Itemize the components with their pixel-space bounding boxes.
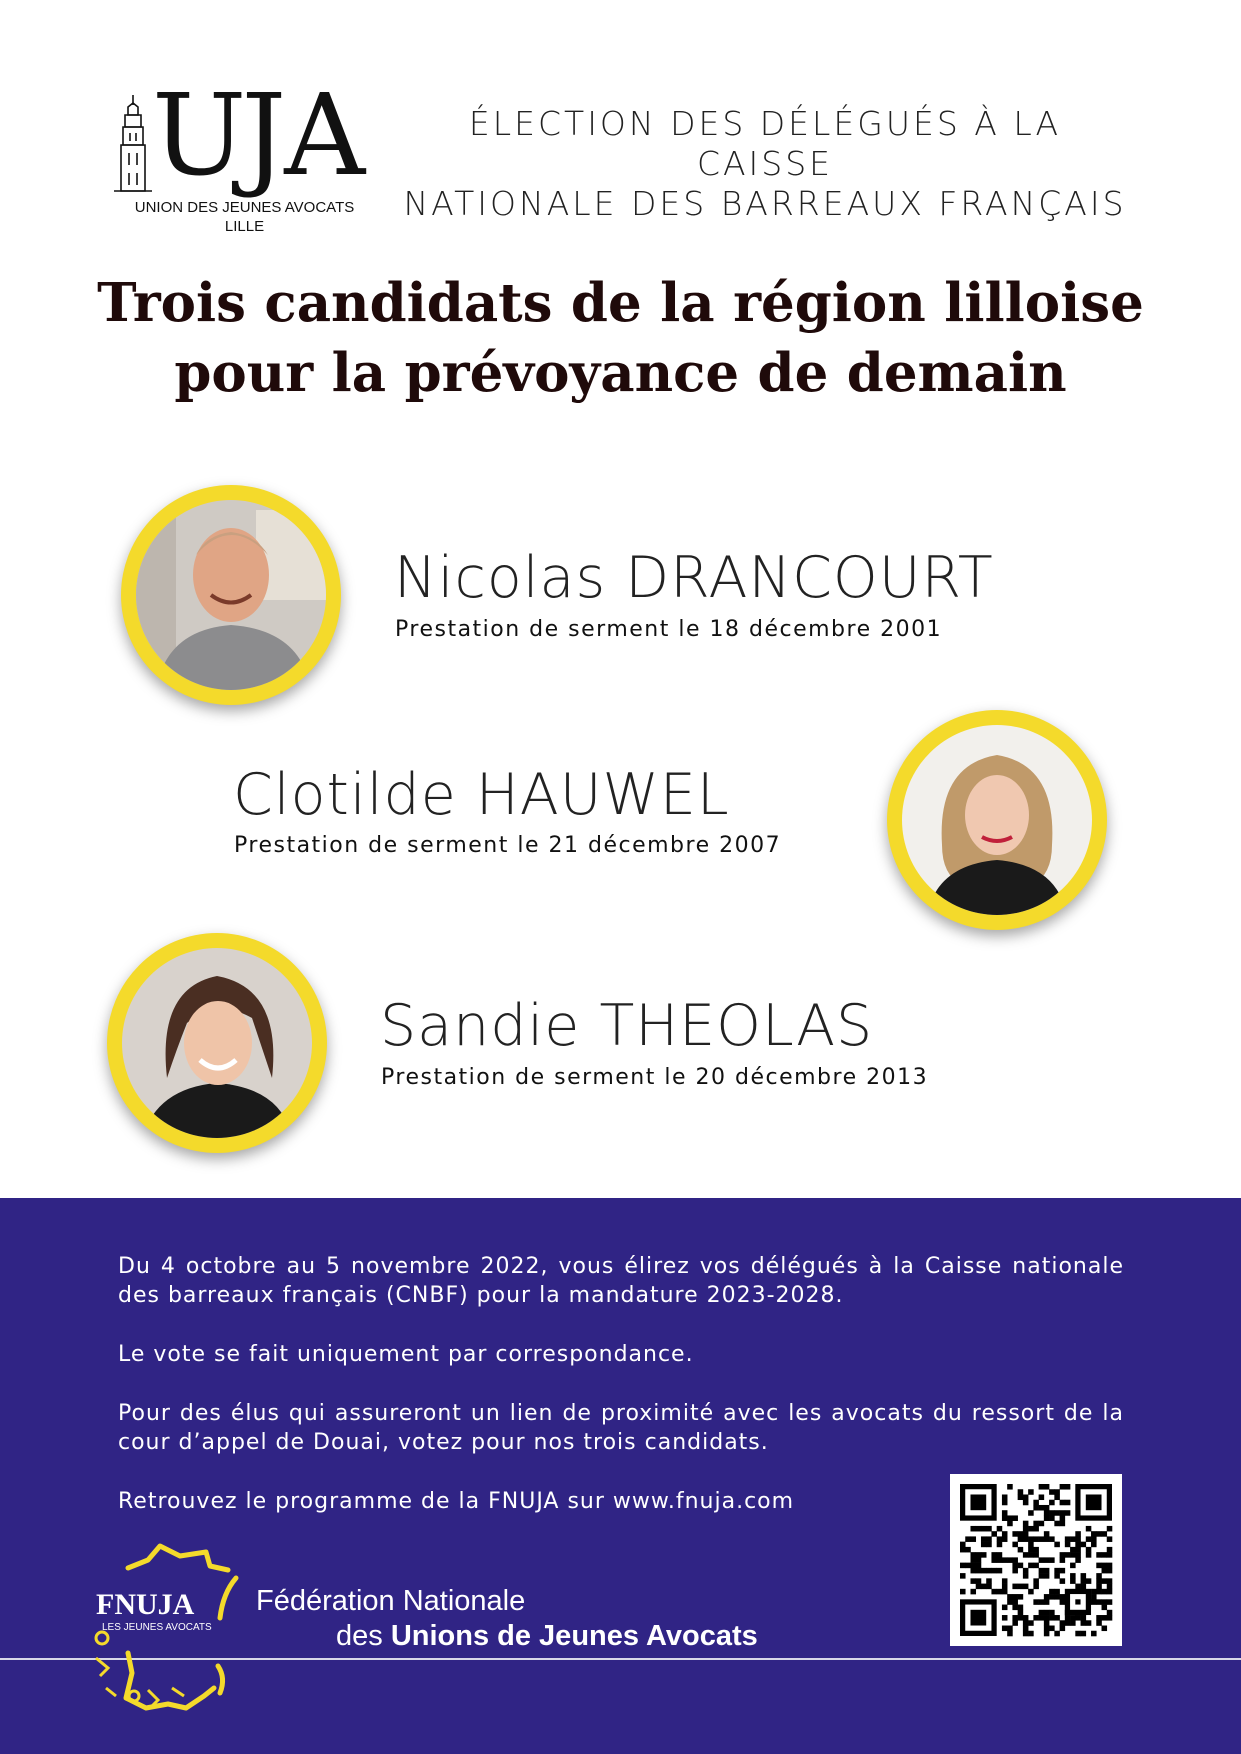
info-paragraph-2: Le vote se fait uniquement par correspondance.: [118, 1342, 694, 1367]
federation-line-2-bold: Unions de Jeunes Avocats: [390, 1620, 758, 1652]
election-heading: [400, 104, 1130, 224]
fnuja-logo: [88, 1538, 248, 1718]
candidate-name-3: Sandie THEOLAS: [380, 993, 874, 1059]
candidate-photo-clotilde: [887, 710, 1107, 930]
info-paragraph-1: Du 4 octobre au 5 novembre 2022, vous élirez vos délégués à la Caisse nationale des barreaux français (CNBF) pour la mandature 2023-2028.: [118, 1254, 1124, 1308]
uja-subtitle-line1: UNION DES JEUNES AVOCATS: [134, 199, 355, 216]
fnuja-tagline: LES JEUNES AVOCATS: [102, 1622, 212, 1633]
federation-line-2-prefix: des: [336, 1620, 391, 1652]
candidate-subtitle-3: Prestation de serment le 20 décembre 2013: [381, 1065, 929, 1090]
uja-subtitle-line2: LILLE: [224, 218, 265, 235]
avatar: [136, 500, 326, 690]
page-title: [60, 268, 1181, 408]
page-title-line-2: pour la prévoyance de demain: [174, 342, 1067, 404]
page-title-line-1: Trois candidats de la région lilloise: [97, 272, 1144, 334]
election-line-1: ÉLECTION DES DÉLÉGUÉS À LA CAISSE: [468, 104, 1062, 183]
uja-logo: [112, 71, 377, 238]
federation-line-2: [336, 1619, 758, 1653]
candidate-photo-nicolas: [121, 485, 341, 705]
qr-code-icon: [950, 1474, 1122, 1646]
candidate-name-2: Clotilde HAUWEL: [233, 762, 730, 828]
fnuja-wordmark: FNUJA: [96, 1588, 195, 1621]
info-paragraph-4: Retrouvez le programme de la FNUJA sur www.fnuja.com: [118, 1489, 795, 1514]
info-paragraph-3: Pour des élus qui assureront un lien de proximité avec les avocats du ressort de la cour d’appel de Douai, votez pour nos trois candidats.: [118, 1401, 1124, 1455]
candidate-photo-sandie: [107, 933, 327, 1153]
avatar: [902, 725, 1092, 915]
belfry-icon: [112, 93, 154, 193]
candidate-subtitle-2: Prestation de serment le 21 décembre 2007: [234, 833, 782, 858]
candidate-name-1: Nicolas DRANCOURT: [394, 545, 994, 611]
uja-letters: UJA: [152, 71, 364, 201]
candidate-subtitle-1: Prestation de serment le 18 décembre 2001: [395, 617, 943, 642]
federation-line-1: Fédération Nationale: [256, 1585, 526, 1617]
avatar: [122, 948, 312, 1138]
election-line-2: NATIONALE DES BARREAUX FRANÇAIS: [403, 184, 1127, 223]
qr-code[interactable]: [950, 1474, 1122, 1646]
uja-subtitle: [112, 198, 377, 236]
